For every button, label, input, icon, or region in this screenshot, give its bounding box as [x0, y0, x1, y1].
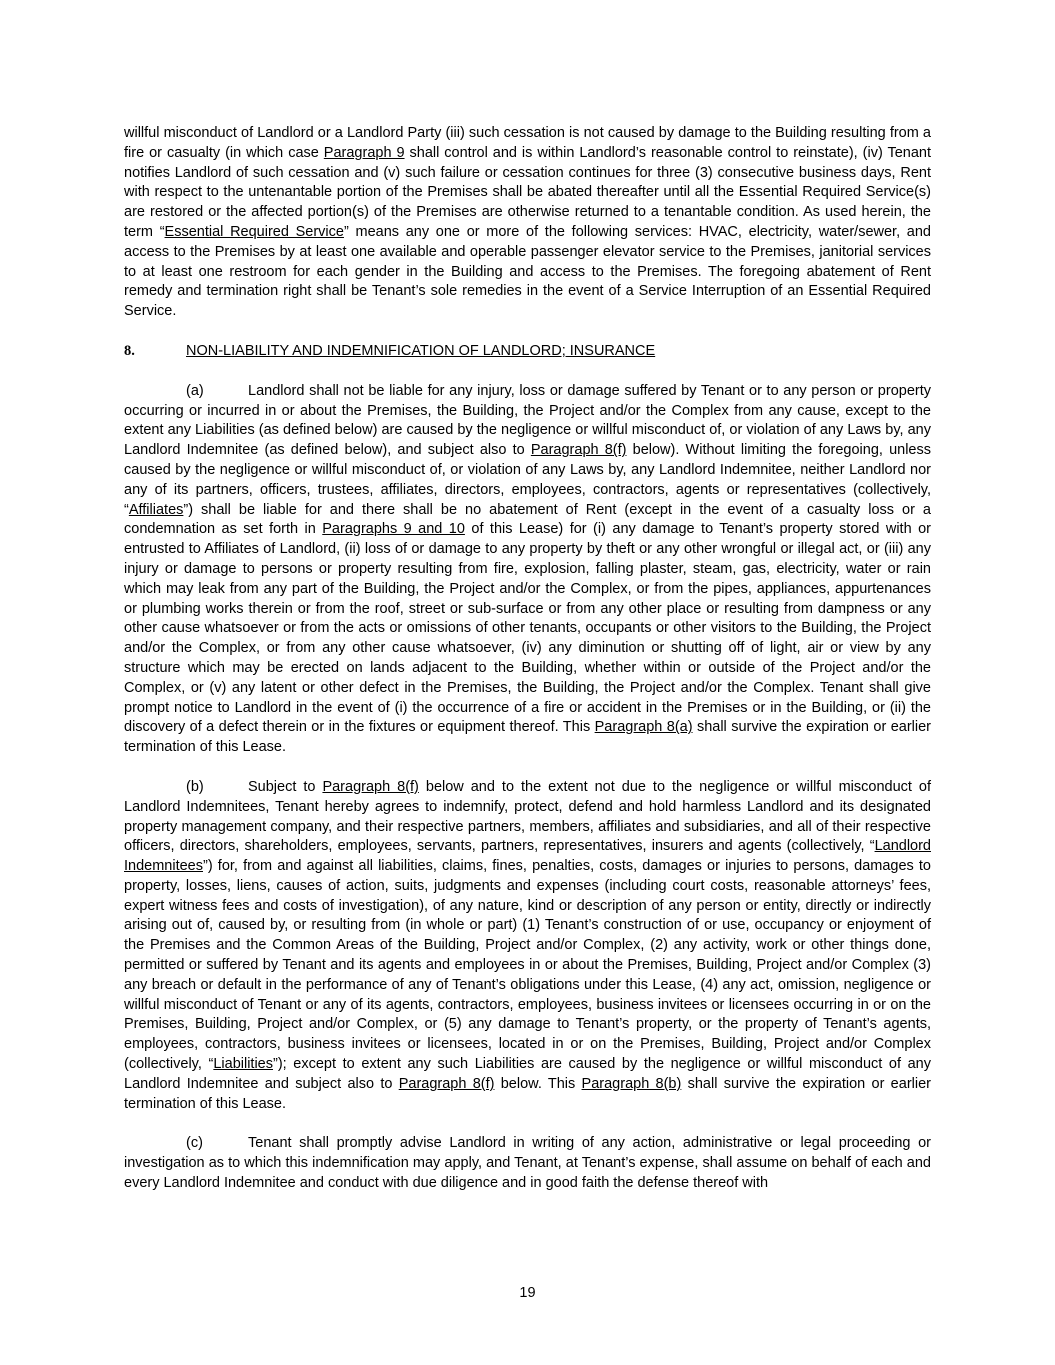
defined-term-affiliates: Affiliates	[128, 501, 184, 518]
paragraph-8f-reference: Paragraph 8(f)	[398, 1075, 495, 1092]
paragraph-8b-reference: Paragraph 8(b)	[581, 1075, 682, 1092]
paragraph-service-interruption: willful misconduct of Landlord or a Landlord Party (iii) such cessation is not caused by damage to the Building resulting from a fire or casualty (in which case Paragraph 9 shall control and is within Landlord’s reasonable control to reinstate), (iv) Tenant notifies Landlord of such cessation and (v) such failure or cessation continues for three (3) consecutive business days, Rent with respect to the untenantable portion of the Premises shall be abated thereafter until all the Essential Required Service(s) are restored or the affected portion(s) of the Premises are otherwise returned to a tenantable condition. As used herein, the term “Essential Required Service” means any one or more of the following services: HVAC, electricity, water/sewer, and access to the Premises by at least one available and operable passenger elevator service to the Premises, janitorial services to at least one restroom for each gender in the Building and access to the Premises. The foregoing abatement of Rent remedy and termination right shall be Tenant’s sole remedies in the event of a Service Interruption of an Essential Required Service.	[124, 125, 932, 320]
subparagraph-label-a: (a)	[186, 382, 204, 399]
section-heading	[124, 342, 931, 362]
paragraph-9-reference: Paragraph 9	[323, 144, 405, 161]
paragraph-8f-reference: Paragraph 8(f)	[530, 442, 627, 459]
section-number: 8.	[124, 342, 135, 359]
subparagraph-label-b: (b)	[186, 778, 204, 795]
defined-term-essential-required-service: Essential Required Service	[164, 223, 344, 240]
defined-term-liabilities: Liabilities	[213, 1056, 273, 1073]
paragraph-8a: (a) Landlord shall not be liable for any injury, loss or damage suffered by Tenant or to any person or property occurring or incurred in or about the Premises, the Building, the Project and/or the Complex from any cause, except to the extent any Liabilities (as defined below) are caused by the negligence or willful misconduct of, or violation of any Laws by, any Landlord Indemnitee (as defined below), and subject also to Paragraph 8(f) below). Without limiting the foregoing, unless caused by the negligence or willful misconduct of, or violation of any Laws by, any Landlord Indemnitee, neither Landlord nor any of its partners, officers, trustees, affiliates, directors, employees, contractors, agents or representatives (collectively, “Affiliates”) shall be liable for and there shall be no abatement of Rent (except in the event of a casualty loss or a condemnation as set forth in Paragraphs 9 and 10 of this Lease) for (i) any damage to Tenant’s property stored with or entrusted to Affiliates of Landlord, (ii) loss of or damage to any property by theft or any other wrongful or illegal act, or (iii) any injury or damage to persons or property resulting from fire, explosion, falling plaster, steam, gas, electricity, water or rain which may leak from any part of the Building, the Project and/or the Complex, or from the pipes, appliances, appurtenances or plumbing works therein or from the roof, street or sub-surface or from any other place or resulting from dampness or any other cause whatsoever or from the acts or omissions of other tenants, occupants or other visitors to the Building, the Project and/or the Complex, or from any other cause whatsoever, (iv) any diminution or shutting off of light, air or view by any structure which may be erected on lands adjacent to the Building, whether within or outside of the Project and/or the Complex, or (v) any latent or other defect in the Premises, the Building, the Project and/or the Complex. Tenant shall give prompt notice to Landlord in the event of (i) the occurrence of a fire or accident in the Premises or in the Building, or (ii) the discovery of a defect therein or in the fixtures or equipment thereof. This Paragraph 8(a) shall survive the expiration or earlier termination of this Lease.	[124, 382, 932, 756]
paragraphs-9-10-reference: Paragraphs 9 and 10	[322, 521, 465, 538]
paragraph-8b: (b) Subject to Paragraph 8(f) below and to the extent not due to the negligence or willful misconduct of Landlord Indemnitees, Tenant hereby agrees to indemnify, protect, defend and hold harmless Landlord and its designated property management company, and their respective partners, members, affiliates and subsidiaries, and all of their respective officers, directors, shareholders, employees, servants, partners, representatives, insurers and agents (collectively, “Landlord Indemnitees”) for, from and against all liabilities, claims, fines, penalties, costs, damages or injuries to persons, damages to property, losses, liens, causes of action, suits, judgments and expenses (including court costs, reasonable attorneys’ fees, expert witness fees and costs of investigation), of any nature, kind or description of any person or entity, directly or indirectly arising out of, caused by, or resulting from (in whole or part) (1) Tenant’s construction of or use, occupancy or enjoyment of the Premises and the Common Areas of the Building, Project and/or Complex, (2) any activity, work or other things done, permitted or suffered by Tenant and its agents and employees in or about the Premises, Building, Project and/or Complex (3) any breach or default in the performance of any of Tenant’s obligations under this Lease, (4) any act, omission, negligence or willful misconduct of Tenant or any of its agents, contractors, employees, business invitees or licensees occurring in or on the Premises, Building, Project and/or Complex, or (5) any damage to Tenant’s property, or the property of Tenant’s agents, employees, contractors, business invitees or licensees, located in or on the Premises, Building, Project and/or Complex (collectively, “Liabilities”); except to extent any such Liabilities are caused by the negligence or willful misconduct of any Landlord Indemnitee and subject also to Paragraph 8(f) below. This Paragraph 8(b) shall survive the expiration or earlier termination of this Lease.	[124, 778, 932, 1112]
paragraph-8f-reference: Paragraph 8(f)	[322, 778, 419, 795]
defined-term-landlord-indemnitees: Landlord Indemnitees	[124, 838, 931, 875]
subparagraph-label-c: (c)	[186, 1135, 203, 1152]
paragraph-8c: (c) Tenant shall promptly advise Landlord in writing of any action, administrative or legal proceeding or investigation as to which this indemnification may apply, and Tenant, at Tenant’s expense, shall assume on behalf of each and every Landlord Indemnitee and conduct with due diligence and in good faith the defense thereof with	[124, 1135, 931, 1192]
section-title: NON-LIABILITY AND INDEMNIFICATION OF LANDLORD; INSURANCE	[186, 342, 656, 359]
page-number: 19	[519, 1285, 536, 1301]
paragraph-8a-reference: Paragraph 8(a)	[594, 719, 693, 736]
page-body	[124, 124, 931, 1194]
